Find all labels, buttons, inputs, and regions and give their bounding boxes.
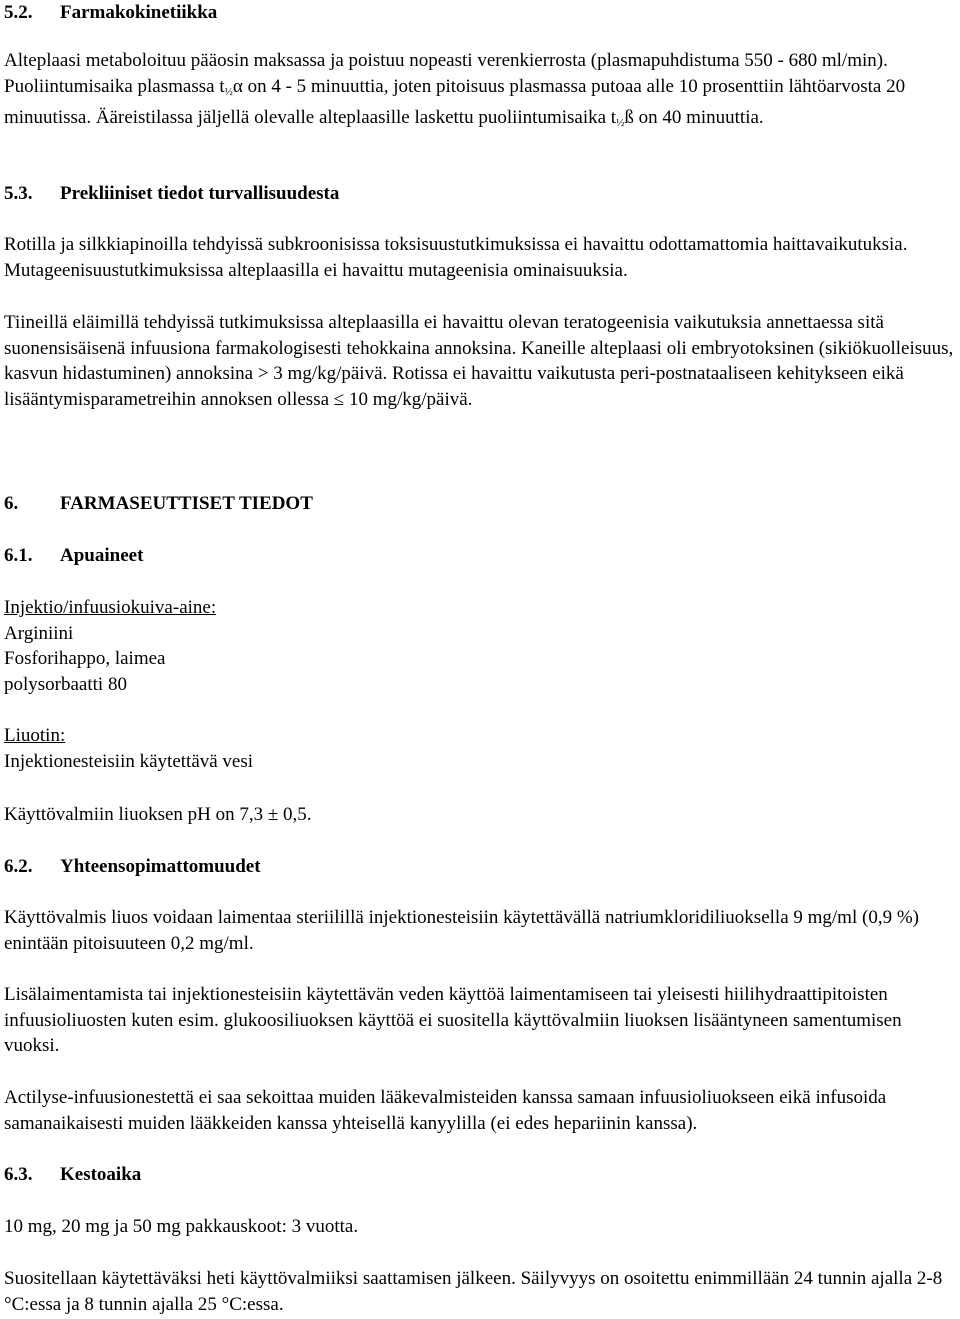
paragraph-shelf-life-1: 10 mg, 20 mg ja 50 mg pakkauskoot: 3 vuotta. (4, 1216, 359, 1237)
paragraph-pharmacokinetics: Alteplaasi metaboloituu pääosin maksassa ja poistuu nopeasti verenkierrosta (plasmapuhdistuma 550 - 680 ml/min). Puoliintumisaika plasmassa $t_{\frac{1}{2}}\alpha$ on 4 - 5 minuuttia, joten pitoisuus plasmassa putoaa alle 10 prosenttiin lähtöarvosta 20 minuutissa. Ääreistilassa jäljellä olevalle alteplaasille laskettu puoliintumisaika $t_{\frac{1}{2}}ß$ on 40 minuuttia. (4, 50, 906, 130)
paragraph-preclinical-2: Tiineillä eläimillä tehdyissä tutkimuksissa alteplaasilla ei havaittu olevan teratogeenisia vaikutuksia annettaessa sitä suonensisäisenä infuusiona farmakologisesti tehokkaina annoksina. Kaneille alteplaasi oli embryotoksinen (sikiökuolleisuus, kasvun hidastuminen) annoksina > 3 mg/kg/päivä. Rotissa ei havaittu vaikutusta peri-postnataaliseen kehitykseen eikä lisääntymisparametreihin annoksen ollessa ≤ 10 mg/kg/päivä. (4, 312, 954, 410)
heading-6-2 (4, 854, 261, 880)
heading-6-1 (4, 543, 143, 569)
powder-label: Injektio/infuusiokuiva-aine: (4, 597, 217, 618)
excipients-solvent (4, 723, 253, 774)
excipients-powder (4, 595, 216, 697)
ph-statement: Käyttövalmiin liuoksen pH on 7,3 ± 0,5. (4, 804, 312, 825)
solvent-label: Liuotin: (4, 725, 66, 746)
paragraph-incompat-2: Lisälaimentamista tai injektionesteisiin käytettävän veden käyttöä laimentamiseen tai yleisesti hiilihydraattipitoisten infuusioliuosten kuten esim. glukoosiliuoksen käyttöä ei suositella käyttövalmiin liuoksen lisääntyneen samentumisen vuoksi. (4, 984, 902, 1057)
section-title: Kestoaika (60, 1164, 142, 1185)
paragraph-preclinical-1: Rotilla ja silkkiapinoilla tehdyissä subkroonisissa toksisuustutkimuksissa ei havaittu odottamattomia haittavaikutuksia. Mutageenisuustutkimuksissa alteplaasilla ei havaittu mutageenisia ominaisuuksia. (4, 234, 908, 281)
heading-5-3 (4, 181, 339, 207)
excipient-item: Fosforihappo, laimea (4, 648, 166, 670)
heading-5-2 (4, 0, 217, 26)
excipient-item: Arginiini (4, 622, 74, 644)
excipient-item: polysorbaatti 80 (4, 673, 127, 695)
section-title: Apuaineet (60, 545, 144, 566)
paragraph-incompat-3: Actilyse-infuusionestettä ei saa sekoittaa muiden lääkevalmisteiden kanssa samaan infuusioliuokseen eikä infusoida samanaikaisesti muiden lääkkeiden kanssa yhteisellä kanyylilla (ei edes hepariinin kanssa). (4, 1087, 887, 1134)
solvent-item: Injektionesteisiin käytettävä vesi (4, 750, 254, 772)
heading-6-3 (4, 1162, 141, 1188)
section-number: 6.1. (4, 545, 33, 566)
section-number: 5.3. (4, 183, 33, 204)
heading-6 (4, 491, 313, 517)
section-number: 6. (4, 493, 19, 514)
section-number: 6.3. (4, 1164, 33, 1185)
paragraph-shelf-life-2: Suositellaan käytettäväksi heti käyttövalmiiksi saattamisen jälkeen. Säilyvyys on osoitettu enimmillään 24 tunnin ajalla 2-8 °C:essa ja 8 tunnin ajalla 25 °C:essa. (4, 1268, 943, 1315)
paragraph-incompat-1: Käyttövalmis liuos voidaan laimentaa steriilillä injektionesteisiin käytettävällä natriumkloridiliuoksella 9 mg/ml (0,9 %) enintään pitoisuuteen 0,2 mg/ml. (4, 907, 919, 954)
section-title: Prekliiniset tiedot turvallisuudesta (60, 183, 340, 204)
section-number: 6.2. (4, 856, 33, 877)
section-number: 5.2. (4, 2, 33, 23)
section-title: FARMASEUTTISET TIEDOT (60, 493, 313, 514)
section-title: Yhteensopimattomuudet (60, 856, 261, 877)
section-title: Farmakokinetiikka (60, 2, 218, 23)
